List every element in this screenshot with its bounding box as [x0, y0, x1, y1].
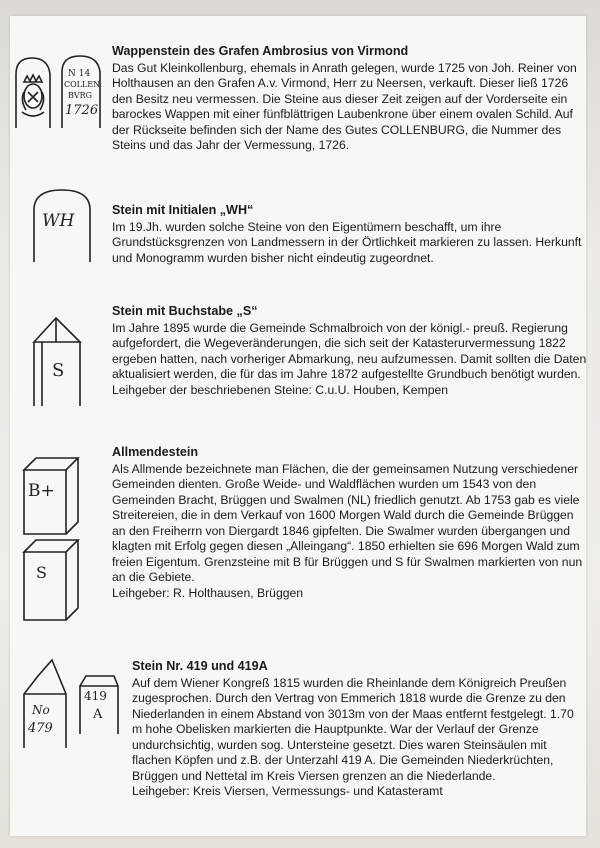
section-lender: Leihgeber der beschriebenen Steine: C.u.U. Houben, Kempen — [112, 382, 449, 397]
stone-drawing-wh — [28, 186, 98, 264]
section-body: Auf dem Wiener Kongreß 1815 wurden die Rheinlande dem Königreich Preußen zugesprochen. Durch den Vertrag von Emmerich 1818 wurde die Grenze zu den Niederlanden in einem Abstand von 3013m von der Maas entfernt festgelegt. 1.70 m hohe Obelisken markierten die Hauptpunkte. War der Verlauf der Grenze undurchsichtig, wurden sog. Untersteine gesetzt. Dies waren Steinsäulen mit flachen Köpfen und z.B. der Unterzahl 419 A. Die Gemeinden Niederkrüchten, Brüggen und Nettetal im Kreis Viersen grenzen an die Niederlande. — [132, 675, 574, 783]
stone-label-1726: 1726 — [65, 103, 99, 118]
stone-drawing-s — [28, 312, 88, 410]
stone-label-a: A — [93, 707, 103, 722]
stone-label-wh: WH — [42, 211, 75, 231]
stone-label-419: 419 — [84, 689, 107, 703]
stone-drawing-419 — [18, 654, 122, 752]
stone-label-bvrg: BVRG — [68, 91, 93, 100]
stone-label-b-plus: B+ — [28, 481, 55, 501]
section-body: Im Jahre 1895 wurde die Gemeinde Schmalbroich von der königl.- preuß. Regierung aufgefordert, die Wegeveränderungen, die sich seit der Katasterurvermessung 1822 ergeben hatten, nach vorheriger Abmarkung, neu aufzumessen. Damit sollten die Daten aktualisiert werden, die für das im Jahre 1872 aufgestellte Grundbuch benötigt wurden. — [112, 320, 587, 381]
stone-label-s: S — [52, 360, 65, 381]
stone-label-s2: S — [36, 563, 47, 582]
section-title: Wappenstein des Grafen Ambrosius von Virmond — [112, 44, 409, 58]
section-body: Als Allmende bezeichnete man Flächen, die der gemeinsamen Nutzung verschiedener Gemeinden dienten. Große Weide- und Waldflächen wurden um 1543 von den Gemeinden Bracht, Brüggen und Swalmen (NL) friedlich genutzt. Ab 1753 gab es viele Streitereien, die in dem Verkauf von 1600 Morgen Wald durch die Gemeinde Brüggen an den Freiherrn von Diergardt 1846 gipfelten. Die Swalmer wurden übergangen und klagten mit Erfolg gegen diesen „Alleingang“. 1850 erhielten sie 696 Morgen Wald zum freien Eigentum. Grenzsteine mit B für Brüggen und S für Swalmen markierten von nun an die Gebiete. — [112, 461, 583, 584]
section-lender: Leihgeber: R. Holthausen, Brüggen — [112, 585, 304, 600]
section-title: Stein Nr. 419 und 419A — [132, 659, 268, 673]
stone-label-479: 479 — [28, 721, 53, 736]
section-title: Stein mit Buchstabe „S“ — [112, 304, 258, 318]
section-title: Stein mit Initialen „WH“ — [112, 203, 254, 217]
section-lender: Leihgeber: Kreis Viersen, Vermessungs- und Katasteramt — [132, 784, 443, 798]
stone-drawing-wappenstein — [10, 52, 112, 132]
stone-drawing-allmende — [20, 452, 102, 628]
stone-label-n14: N 14 — [68, 69, 91, 79]
section-body: Im 19.Jh. wurden solche Steine von den Eigentümern beschafft, um ihre Grundstücksgrenzen von Landmessern in der Örtlichkeit markieren zu lassen. Herkunft und Monogramm wurden bisher nicht eindeutig zugeordnet. — [112, 219, 582, 265]
section-title: Allmendestein — [112, 445, 199, 459]
stone-label-collen: COLLEN — [64, 80, 101, 89]
section-body: Das Gut Kleinkollenburg, ehemals in Anrath gelegen, wurde 1725 von Joh. Reiner von Holthausen an den Grafen A.v. Virmond, Herr zu Neersen, verkauft. Dieser ließ 1726 den Besitz neu vermessen. Die Steine aus dieser Zeit zeigen auf der Vorderseite ein barockes Wappen mit einer fünfblättrigen Laubenkrone über einem ovalen Schild. Auf der Rückseite befinden sich der Name des Gutes COLLENBURG, die Nummer des Steins und das Jahr der Vermessung, 1726. — [112, 60, 577, 152]
stone-label-no: No — [32, 703, 50, 717]
